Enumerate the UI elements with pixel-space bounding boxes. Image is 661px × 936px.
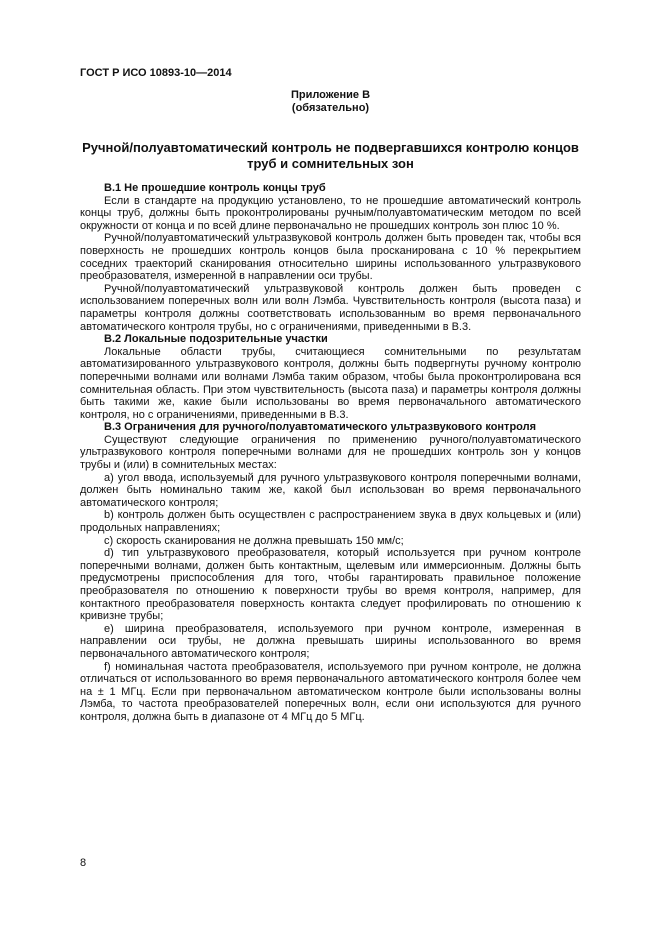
- list-item-e: e) ширина преобразователя, используемого при ручном контроле, измеренная в направлении оси трубы, не должна превышать ширины использованного во время первоначального автоматического контроля;: [80, 622, 581, 660]
- list-item-a: a) угол ввода, используемый для ручного ультразвукового контроля поперечными волнами, должен быть номинально таким же, какой был использован во время первоначального автоматического контроля;: [80, 471, 581, 509]
- list-item-d: d) тип ультразвукового преобразователя, который используется при ручном контроле поперечными волнами, должен быть контактным, щелевым или иммерсионным. Должны быть предусмотрены приспособления для того, чтобы гарантировать правильное положение преобразователя по отношению к поверхности трубы во время контроля, например, для контактного преобразователя поверхность контакта следует профилировать по отношению к кривизне трубы;: [80, 547, 581, 623]
- document-body: [80, 182, 581, 724]
- document-header: ГОСТ Р ИСО 10893-10—2014: [80, 67, 232, 79]
- section-heading-b3: В.3 Ограничения для ручного/полуавтоматического ультразвукового контроля: [104, 421, 537, 434]
- page-number: 8: [80, 857, 87, 869]
- paragraph: Ручной/полуавтоматический ультразвуковой контроль должен быть проведен с использованием поперечных волн или волн Лэмба. Чувствительность контроля (высота паза) и параметры контроля должны соответствовать использованным во время первоначального автоматического контроля трубы, но с ограничениями, приведенными в В.3.: [80, 282, 581, 333]
- section-heading-b2: В.2 Локальные подозрительные участки: [104, 333, 328, 346]
- paragraph: Ручной/полуавтоматический ультразвуковой контроль должен быть проведен так, чтобы вся поверхность не прошедших контроль концов была просканирована с 10 % перекрытием соседних траекторий сканирования относительно ширины использованного ультразвукового преобразователя, измеренной в направлении оси трубы.: [80, 232, 581, 283]
- section-heading-b1: В.1 Не прошедшие контроль концы труб: [104, 182, 326, 194]
- document-title: Ручной/полуавтоматический контроль не подвергавшихся контролю концов труб и сомнительных зон: [82, 140, 579, 171]
- paragraph: Локальные области трубы, считающиеся сомнительными по результатам автоматизированного ультразвукового контроля, должны быть подвергнуты ручному контролю поперечными волнами или волнами Лэмба таким образом, чтобы была проконтролирована вся сомнительная область. При этом чувствительность (высота паза) и параметры контроля должны быть такими же, какие были использованы во время первоначального автоматического контроля, но с ограничениями, приведенными в В.3.: [80, 345, 581, 421]
- list-item-c: c) скорость сканирования не должна превышать 150 мм/с;: [104, 534, 404, 547]
- annex-title: Приложение В: [290, 89, 371, 101]
- annex-status: (обязательно): [291, 102, 370, 114]
- paragraph: Если в стандарте на продукцию установлено, то не прошедшие автоматический контроль концы труб, должны быть проконтролированы ручным/полуавтоматическим методом по всей окружности от конца и по всей длине первоначально не прошедших контроль зон плюс 10 %.: [80, 194, 581, 232]
- list-item-b: b) контроль должен быть осуществлен с распространением звука в двух кольцевых и (или) продольных направлениях;: [80, 509, 581, 535]
- paragraph: Существуют следующие ограничения по применению ручного/полуавтоматического ультразвукового контроля поперечными волнами для не прошедших контроль зон у концов трубы и (или) в сомнительных местах:: [80, 433, 581, 472]
- annex-block: [80, 89, 581, 115]
- list-item-f: f) номинальная частота преобразователя, используемого при ручном контроле, не должна отличаться от использованного во время первоначального автоматического контроля более чем на ± 1 МГц. Если при первоначальном автоматическом контроле были использованы волны Лэмба, то частота преобразователей поперечных волн, если они используются для ручного контроля, должна быть в диапазоне от 4 МГц до 5 МГц.: [80, 660, 581, 723]
